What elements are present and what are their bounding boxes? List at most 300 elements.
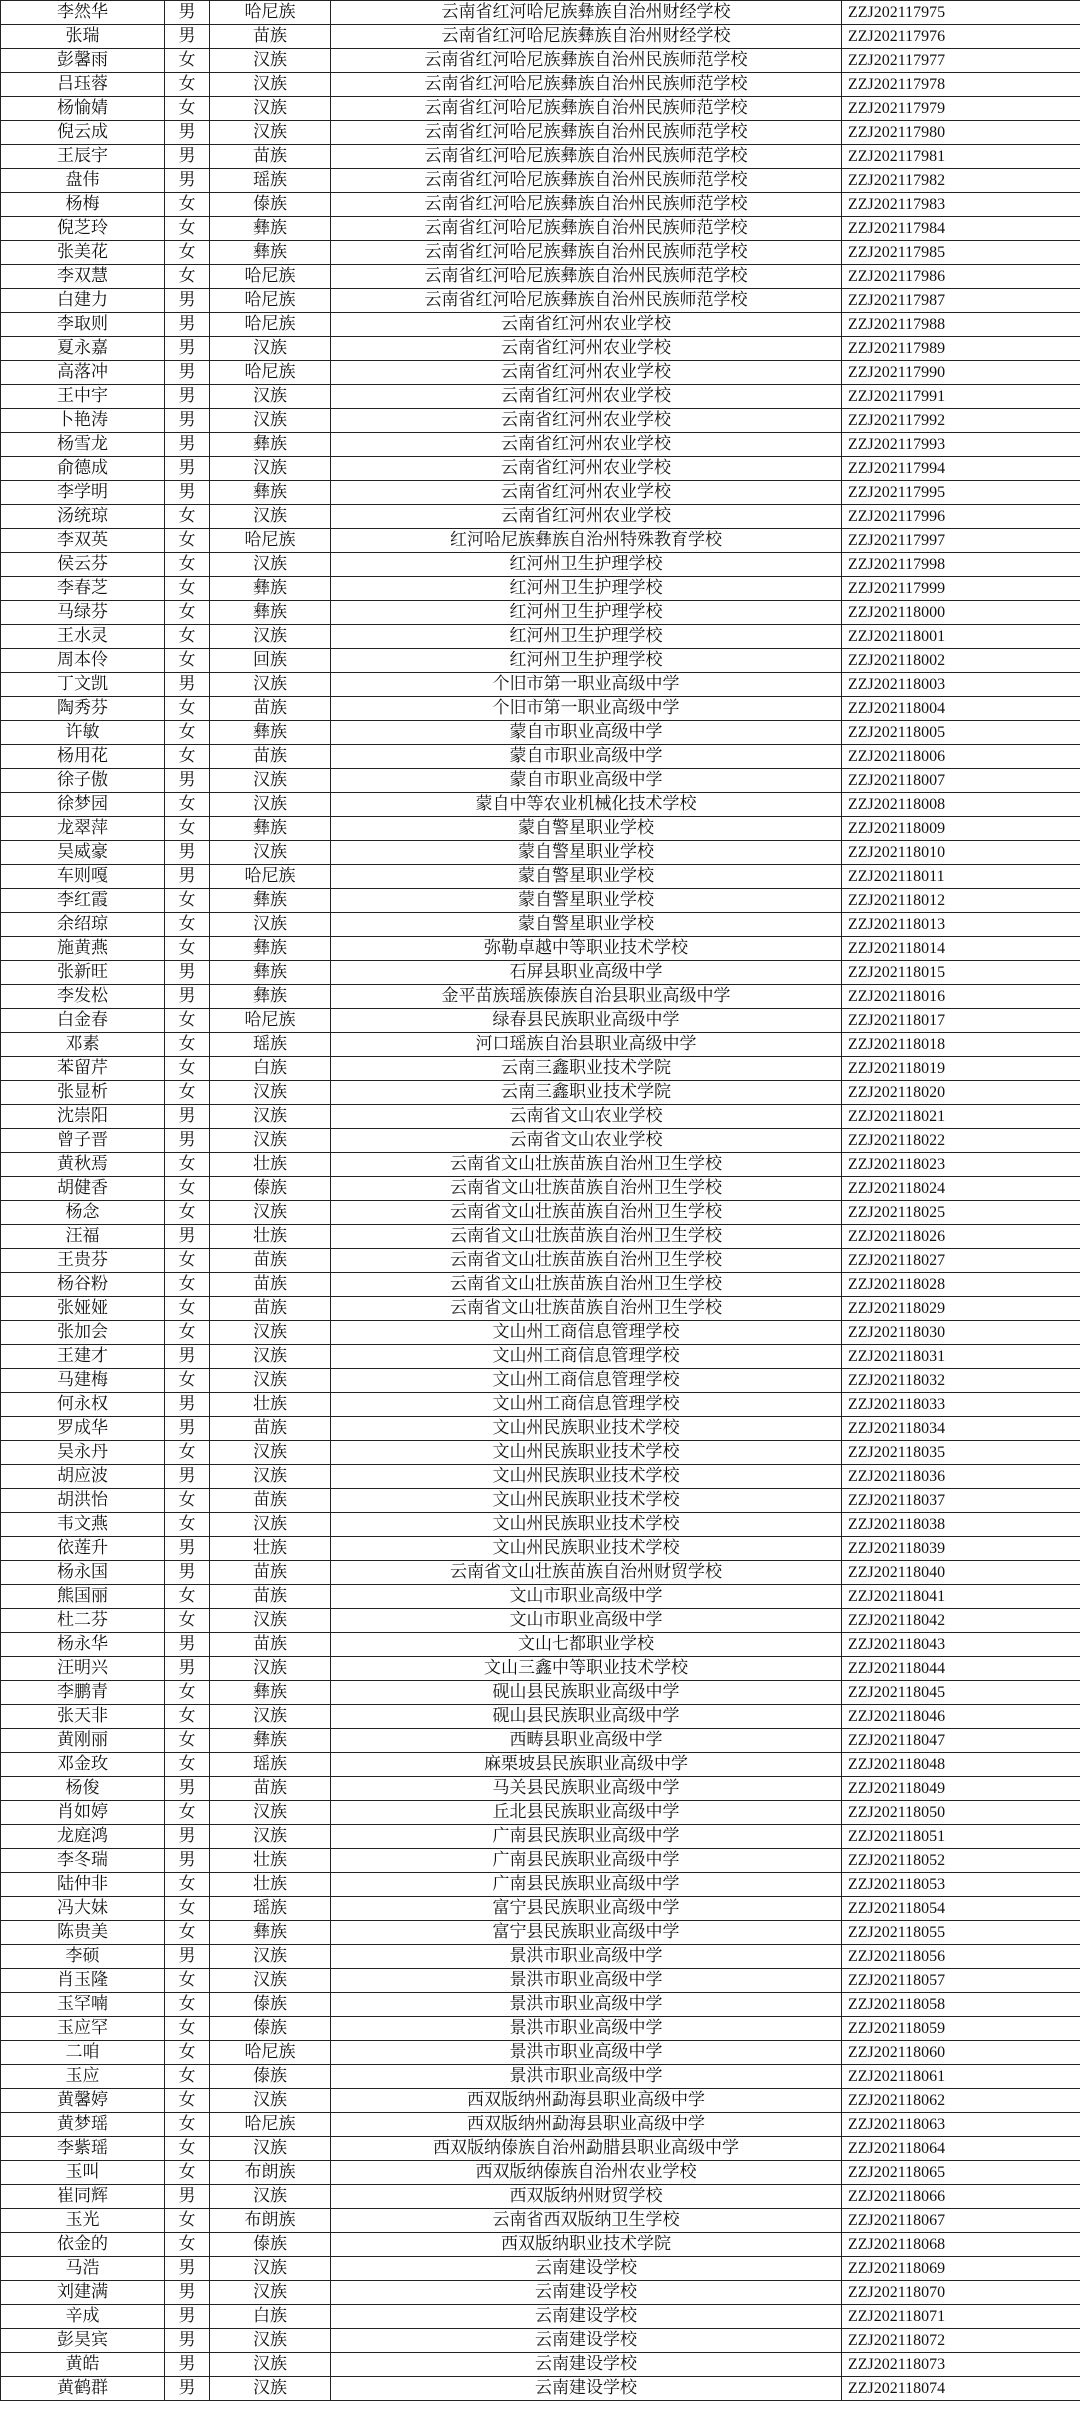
school-cell: 个旧市第一职业高级中学	[331, 673, 842, 697]
school-cell: 云南省红河哈尼族彝族自治州财经学校	[331, 1, 842, 25]
registration-id-cell: ZZJ202118006	[842, 745, 1080, 769]
student-name-cell: 李学明	[1, 481, 165, 505]
ethnicity-cell: 傣族	[210, 2233, 331, 2257]
table-row	[1, 721, 1080, 745]
ethnicity-cell: 哈尼族	[210, 2041, 331, 2065]
school-cell: 云南建设学校	[331, 2353, 842, 2377]
ethnicity-cell: 苗族	[210, 1633, 331, 1657]
school-cell: 云南省红河哈尼族彝族自治州民族师范学校	[331, 193, 842, 217]
student-name-cell: 何永权	[1, 1393, 165, 1417]
gender-cell: 女	[165, 1177, 210, 1201]
school-cell: 云南省红河哈尼族彝族自治州民族师范学校	[331, 217, 842, 241]
gender-cell: 女	[165, 1969, 210, 1993]
registration-id-cell: ZZJ202118023	[842, 1153, 1080, 1177]
ethnicity-cell: 汉族	[210, 1969, 331, 1993]
student-name-cell: 吴威豪	[1, 841, 165, 865]
ethnicity-cell: 彝族	[210, 1729, 331, 1753]
school-cell: 云南省红河州农业学校	[331, 457, 842, 481]
gender-cell: 女	[165, 2233, 210, 2257]
student-name-cell: 黄秋焉	[1, 1153, 165, 1177]
ethnicity-cell: 苗族	[210, 1273, 331, 1297]
registration-id-cell: ZZJ202118074	[842, 2377, 1080, 2401]
gender-cell: 女	[165, 1609, 210, 1633]
table-row	[1, 1249, 1080, 1273]
ethnicity-cell: 彝族	[210, 1921, 331, 1945]
registration-id-cell: ZZJ202118016	[842, 985, 1080, 1009]
school-cell: 麻栗坡县民族职业高级中学	[331, 1753, 842, 1777]
table-row	[1, 2281, 1080, 2305]
student-name-cell: 胡应波	[1, 1465, 165, 1489]
registration-id-cell: ZZJ202117985	[842, 241, 1080, 265]
registration-id-cell: ZZJ202118027	[842, 1249, 1080, 1273]
registration-id-cell: ZZJ202118040	[842, 1561, 1080, 1585]
registration-id-cell: ZZJ202118004	[842, 697, 1080, 721]
registration-id-cell: ZZJ202118066	[842, 2185, 1080, 2209]
table-row	[1, 577, 1080, 601]
ethnicity-cell: 彝族	[210, 721, 331, 745]
school-cell: 云南省红河哈尼族彝族自治州民族师范学校	[331, 49, 842, 73]
gender-cell: 女	[165, 1321, 210, 1345]
registration-id-cell: ZZJ202118050	[842, 1801, 1080, 1825]
ethnicity-cell: 壮族	[210, 1873, 331, 1897]
table-row	[1, 1441, 1080, 1465]
ethnicity-cell: 回族	[210, 649, 331, 673]
table-row	[1, 25, 1080, 49]
gender-cell: 男	[165, 673, 210, 697]
gender-cell: 女	[165, 505, 210, 529]
school-cell: 云南省红河州农业学校	[331, 433, 842, 457]
school-cell: 云南省文山壮族苗族自治州财贸学校	[331, 1561, 842, 1585]
student-name-cell: 李春芝	[1, 577, 165, 601]
ethnicity-cell: 汉族	[210, 337, 331, 361]
table-row	[1, 457, 1080, 481]
ethnicity-cell: 汉族	[210, 2257, 331, 2281]
student-name-cell: 苯留芹	[1, 1057, 165, 1081]
registration-id-cell: ZZJ202117983	[842, 193, 1080, 217]
school-cell: 云南建设学校	[331, 2305, 842, 2329]
ethnicity-cell: 苗族	[210, 1489, 331, 1513]
table-row	[1, 985, 1080, 1009]
table-row	[1, 1345, 1080, 1369]
table-row	[1, 433, 1080, 457]
school-cell: 云南省文山农业学校	[331, 1105, 842, 1129]
gender-cell: 男	[165, 409, 210, 433]
ethnicity-cell: 汉族	[210, 2137, 331, 2161]
ethnicity-cell: 傣族	[210, 2065, 331, 2089]
student-name-cell: 依莲升	[1, 1537, 165, 1561]
student-name-cell: 王建才	[1, 1345, 165, 1369]
student-name-cell: 徐梦园	[1, 793, 165, 817]
ethnicity-cell: 彝族	[210, 961, 331, 985]
school-cell: 文山市职业高级中学	[331, 1609, 842, 1633]
table-row	[1, 1705, 1080, 1729]
registration-id-cell: ZZJ202118011	[842, 865, 1080, 889]
student-name-cell: 王贵芬	[1, 1249, 165, 1273]
table-row	[1, 2185, 1080, 2209]
ethnicity-cell: 汉族	[210, 1345, 331, 1369]
student-name-cell: 盘伟	[1, 169, 165, 193]
student-name-cell: 刘建满	[1, 2281, 165, 2305]
student-name-cell: 汤统琼	[1, 505, 165, 529]
table-row	[1, 1561, 1080, 1585]
table-row	[1, 2353, 1080, 2377]
ethnicity-cell: 汉族	[210, 1825, 331, 1849]
registration-id-cell: ZZJ202118064	[842, 2137, 1080, 2161]
school-cell: 云南省红河州农业学校	[331, 481, 842, 505]
school-cell: 绿春县民族职业高级中学	[331, 1009, 842, 1033]
table-row	[1, 961, 1080, 985]
gender-cell: 女	[165, 745, 210, 769]
school-cell: 云南三鑫职业技术学院	[331, 1057, 842, 1081]
ethnicity-cell: 汉族	[210, 913, 331, 937]
ethnicity-cell: 白族	[210, 1057, 331, 1081]
table-row	[1, 913, 1080, 937]
student-name-cell: 李鹏青	[1, 1681, 165, 1705]
table-row	[1, 1201, 1080, 1225]
table-row	[1, 1657, 1080, 1681]
registration-id-cell: ZZJ202118014	[842, 937, 1080, 961]
school-cell: 西双版纳州勐海县职业高级中学	[331, 2089, 842, 2113]
student-name-cell: 倪芝玲	[1, 217, 165, 241]
table-row	[1, 1633, 1080, 1657]
gender-cell: 男	[165, 1, 210, 25]
student-name-cell: 杨俊	[1, 1777, 165, 1801]
ethnicity-cell: 哈尼族	[210, 529, 331, 553]
gender-cell: 女	[165, 1369, 210, 1393]
gender-cell: 女	[165, 601, 210, 625]
table-row	[1, 1489, 1080, 1513]
ethnicity-cell: 傣族	[210, 2017, 331, 2041]
gender-cell: 女	[165, 721, 210, 745]
school-cell: 云南省文山壮族苗族自治州卫生学校	[331, 1177, 842, 1201]
ethnicity-cell: 彝族	[210, 1681, 331, 1705]
table-row	[1, 1033, 1080, 1057]
table-row	[1, 937, 1080, 961]
student-name-cell: 肖如婷	[1, 1801, 165, 1825]
table-row	[1, 1873, 1080, 1897]
ethnicity-cell: 汉族	[210, 2185, 331, 2209]
table-row	[1, 2209, 1080, 2233]
registration-id-cell: ZZJ202117988	[842, 313, 1080, 337]
ethnicity-cell: 汉族	[210, 49, 331, 73]
school-cell: 文山州民族职业技术学校	[331, 1489, 842, 1513]
school-cell: 云南省红河哈尼族彝族自治州民族师范学校	[331, 289, 842, 313]
student-name-cell: 王水灵	[1, 625, 165, 649]
registration-id-cell: ZZJ202118065	[842, 2161, 1080, 2185]
registration-id-cell: ZZJ202118034	[842, 1417, 1080, 1441]
table-row	[1, 193, 1080, 217]
gender-cell: 女	[165, 1681, 210, 1705]
ethnicity-cell: 哈尼族	[210, 361, 331, 385]
school-cell: 富宁县民族职业高级中学	[331, 1897, 842, 1921]
gender-cell: 女	[165, 1249, 210, 1273]
student-name-cell: 陆仲非	[1, 1873, 165, 1897]
school-cell: 云南省红河州农业学校	[331, 505, 842, 529]
school-cell: 云南建设学校	[331, 2257, 842, 2281]
student-name-cell: 李双英	[1, 529, 165, 553]
school-cell: 河口瑶族自治县职业高级中学	[331, 1033, 842, 1057]
registration-id-cell: ZZJ202118058	[842, 1993, 1080, 2017]
registration-id-cell: ZZJ202118010	[842, 841, 1080, 865]
school-cell: 蒙自警星职业学校	[331, 913, 842, 937]
school-cell: 云南省红河州农业学校	[331, 385, 842, 409]
registration-id-cell: ZZJ202118039	[842, 1537, 1080, 1561]
table-row	[1, 529, 1080, 553]
gender-cell: 女	[165, 1993, 210, 2017]
gender-cell: 女	[165, 193, 210, 217]
student-name-cell: 崔同辉	[1, 2185, 165, 2209]
gender-cell: 男	[165, 1561, 210, 1585]
school-cell: 云南省红河州农业学校	[331, 409, 842, 433]
table-row	[1, 1153, 1080, 1177]
student-name-cell: 张娅娅	[1, 1297, 165, 1321]
student-name-cell: 黄鹤群	[1, 2377, 165, 2401]
school-cell: 景洪市职业高级中学	[331, 1969, 842, 1993]
student-name-cell: 杨愉婧	[1, 97, 165, 121]
registration-id-cell: ZZJ202118008	[842, 793, 1080, 817]
student-name-cell: 马浩	[1, 2257, 165, 2281]
ethnicity-cell: 汉族	[210, 409, 331, 433]
registration-id-cell: ZZJ202118072	[842, 2329, 1080, 2353]
registration-id-cell: ZZJ202118020	[842, 1081, 1080, 1105]
roster-body	[1, 1, 1080, 2401]
student-name-cell: 余绍琼	[1, 913, 165, 937]
ethnicity-cell: 彝族	[210, 217, 331, 241]
registration-id-cell: ZZJ202117994	[842, 457, 1080, 481]
gender-cell: 男	[165, 169, 210, 193]
ethnicity-cell: 汉族	[210, 769, 331, 793]
ethnicity-cell: 汉族	[210, 1129, 331, 1153]
student-name-cell: 杨谷粉	[1, 1273, 165, 1297]
table-row	[1, 1969, 1080, 1993]
gender-cell: 女	[165, 1441, 210, 1465]
gender-cell: 女	[165, 1729, 210, 1753]
table-row	[1, 769, 1080, 793]
registration-id-cell: ZZJ202118053	[842, 1873, 1080, 1897]
gender-cell: 女	[165, 1753, 210, 1777]
gender-cell: 女	[165, 697, 210, 721]
student-name-cell: 李取则	[1, 313, 165, 337]
ethnicity-cell: 哈尼族	[210, 865, 331, 889]
ethnicity-cell: 汉族	[210, 793, 331, 817]
gender-cell: 男	[165, 289, 210, 313]
ethnicity-cell: 汉族	[210, 1801, 331, 1825]
ethnicity-cell: 苗族	[210, 1585, 331, 1609]
registration-id-cell: ZZJ202118032	[842, 1369, 1080, 1393]
gender-cell: 女	[165, 73, 210, 97]
table-row	[1, 2161, 1080, 2185]
gender-cell: 女	[165, 265, 210, 289]
school-cell: 马关县民族职业高级中学	[331, 1777, 842, 1801]
table-row	[1, 385, 1080, 409]
gender-cell: 女	[165, 1897, 210, 1921]
student-name-cell: 邓金玫	[1, 1753, 165, 1777]
ethnicity-cell: 汉族	[210, 1705, 331, 1729]
gender-cell: 男	[165, 1465, 210, 1489]
registration-id-cell: ZZJ202118062	[842, 2089, 1080, 2113]
school-cell: 文山州工商信息管理学校	[331, 1393, 842, 1417]
gender-cell: 女	[165, 1153, 210, 1177]
ethnicity-cell: 哈尼族	[210, 265, 331, 289]
table-row	[1, 337, 1080, 361]
ethnicity-cell: 汉族	[210, 2377, 331, 2401]
registration-id-cell: ZZJ202118056	[842, 1945, 1080, 1969]
gender-cell: 女	[165, 1009, 210, 1033]
registration-id-cell: ZZJ202118022	[842, 1129, 1080, 1153]
student-name-cell: 俞德成	[1, 457, 165, 481]
registration-id-cell: ZZJ202118018	[842, 1033, 1080, 1057]
student-name-cell: 周本伶	[1, 649, 165, 673]
school-cell: 红河州卫生护理学校	[331, 553, 842, 577]
table-row	[1, 1465, 1080, 1489]
student-name-cell: 李然华	[1, 1, 165, 25]
registration-id-cell: ZZJ202118037	[842, 1489, 1080, 1513]
student-name-cell: 沈崇阳	[1, 1105, 165, 1129]
student-name-cell: 白金春	[1, 1009, 165, 1033]
table-row	[1, 2137, 1080, 2161]
registration-id-cell: ZZJ202117986	[842, 265, 1080, 289]
table-row	[1, 97, 1080, 121]
ethnicity-cell: 苗族	[210, 145, 331, 169]
school-cell: 砚山县民族职业高级中学	[331, 1681, 842, 1705]
gender-cell: 女	[165, 2017, 210, 2041]
student-name-cell: 玉应罕	[1, 2017, 165, 2041]
gender-cell: 男	[165, 1105, 210, 1129]
ethnicity-cell: 汉族	[210, 97, 331, 121]
table-row	[1, 649, 1080, 673]
registration-id-cell: ZZJ202117990	[842, 361, 1080, 385]
school-cell: 景洪市职业高级中学	[331, 1945, 842, 1969]
registration-id-cell: ZZJ202118013	[842, 913, 1080, 937]
table-row	[1, 2377, 1080, 2401]
registration-id-cell: ZZJ202118028	[842, 1273, 1080, 1297]
table-row	[1, 1777, 1080, 1801]
gender-cell: 男	[165, 2353, 210, 2377]
student-name-cell: 车则嘎	[1, 865, 165, 889]
student-name-cell: 王辰宇	[1, 145, 165, 169]
registration-id-cell: ZZJ202118041	[842, 1585, 1080, 1609]
registration-id-cell: ZZJ202117987	[842, 289, 1080, 313]
ethnicity-cell: 苗族	[210, 1561, 331, 1585]
student-name-cell: 李冬瑞	[1, 1849, 165, 1873]
ethnicity-cell: 哈尼族	[210, 1009, 331, 1033]
ethnicity-cell: 汉族	[210, 1081, 331, 1105]
student-name-cell: 玉叫	[1, 2161, 165, 2185]
student-name-cell: 张显析	[1, 1081, 165, 1105]
ethnicity-cell: 彝族	[210, 985, 331, 1009]
gender-cell: 女	[165, 1801, 210, 1825]
table-row	[1, 1297, 1080, 1321]
student-name-cell: 依金的	[1, 2233, 165, 2257]
student-name-cell: 杜二芬	[1, 1609, 165, 1633]
student-name-cell: 彭昊宾	[1, 2329, 165, 2353]
registration-id-cell: ZZJ202117975	[842, 1, 1080, 25]
student-name-cell: 王中宇	[1, 385, 165, 409]
school-cell: 文山州民族职业技术学校	[331, 1441, 842, 1465]
ethnicity-cell: 汉族	[210, 1321, 331, 1345]
school-cell: 红河哈尼族彝族自治州特殊教育学校	[331, 529, 842, 553]
school-cell: 西双版纳州财贸学校	[331, 2185, 842, 2209]
gender-cell: 男	[165, 2305, 210, 2329]
student-name-cell: 杨梅	[1, 193, 165, 217]
table-row	[1, 1537, 1080, 1561]
gender-cell: 男	[165, 1825, 210, 1849]
table-row	[1, 1417, 1080, 1441]
table-row	[1, 145, 1080, 169]
table-row	[1, 73, 1080, 97]
gender-cell: 男	[165, 1657, 210, 1681]
ethnicity-cell: 汉族	[210, 1465, 331, 1489]
student-name-cell: 张新旺	[1, 961, 165, 985]
school-cell: 西双版纳傣族自治州农业学校	[331, 2161, 842, 2185]
student-name-cell: 罗成华	[1, 1417, 165, 1441]
registration-id-cell: ZZJ202118055	[842, 1921, 1080, 1945]
registration-id-cell: ZZJ202118052	[842, 1849, 1080, 1873]
student-name-cell: 马绿芬	[1, 601, 165, 625]
ethnicity-cell: 汉族	[210, 385, 331, 409]
student-name-cell: 黄梦瑶	[1, 2113, 165, 2137]
ethnicity-cell: 布朗族	[210, 2209, 331, 2233]
student-name-cell: 辛成	[1, 2305, 165, 2329]
student-name-cell: 玉光	[1, 2209, 165, 2233]
ethnicity-cell: 汉族	[210, 1513, 331, 1537]
student-name-cell: 黄馨婷	[1, 2089, 165, 2113]
registration-id-cell: ZZJ202118070	[842, 2281, 1080, 2305]
registration-id-cell: ZZJ202118071	[842, 2305, 1080, 2329]
school-cell: 蒙自警星职业学校	[331, 817, 842, 841]
gender-cell: 女	[165, 49, 210, 73]
ethnicity-cell: 彝族	[210, 937, 331, 961]
ethnicity-cell: 汉族	[210, 553, 331, 577]
school-cell: 红河州卫生护理学校	[331, 625, 842, 649]
school-cell: 文山州民族职业技术学校	[331, 1513, 842, 1537]
ethnicity-cell: 汉族	[210, 1945, 331, 1969]
registration-id-cell: ZZJ202118001	[842, 625, 1080, 649]
student-name-cell: 曾子晋	[1, 1129, 165, 1153]
gender-cell: 女	[165, 1297, 210, 1321]
gender-cell: 男	[165, 1393, 210, 1417]
ethnicity-cell: 哈尼族	[210, 289, 331, 313]
student-name-cell: 陶秀芬	[1, 697, 165, 721]
school-cell: 云南省文山壮族苗族自治州卫生学校	[331, 1249, 842, 1273]
table-row	[1, 1129, 1080, 1153]
gender-cell: 女	[165, 529, 210, 553]
school-cell: 丘北县民族职业高级中学	[331, 1801, 842, 1825]
ethnicity-cell: 苗族	[210, 1249, 331, 1273]
registration-id-cell: ZZJ202117998	[842, 553, 1080, 577]
registration-id-cell: ZZJ202117997	[842, 529, 1080, 553]
table-row	[1, 1729, 1080, 1753]
table-row	[1, 1393, 1080, 1417]
school-cell: 西双版纳州勐海县职业高级中学	[331, 2113, 842, 2137]
school-cell: 蒙自中等农业机械化技术学校	[331, 793, 842, 817]
table-row	[1, 697, 1080, 721]
school-cell: 云南省文山农业学校	[331, 1129, 842, 1153]
student-name-cell: 杨永国	[1, 1561, 165, 1585]
ethnicity-cell: 傣族	[210, 193, 331, 217]
student-name-cell: 倪云成	[1, 121, 165, 145]
gender-cell: 女	[165, 1201, 210, 1225]
table-row	[1, 1585, 1080, 1609]
ethnicity-cell: 汉族	[210, 673, 331, 697]
gender-cell: 男	[165, 1225, 210, 1249]
table-row	[1, 1273, 1080, 1297]
registration-id-cell: ZZJ202117992	[842, 409, 1080, 433]
gender-cell: 女	[165, 1057, 210, 1081]
gender-cell: 女	[165, 2113, 210, 2137]
table-row	[1, 361, 1080, 385]
student-name-cell: 侯云芬	[1, 553, 165, 577]
